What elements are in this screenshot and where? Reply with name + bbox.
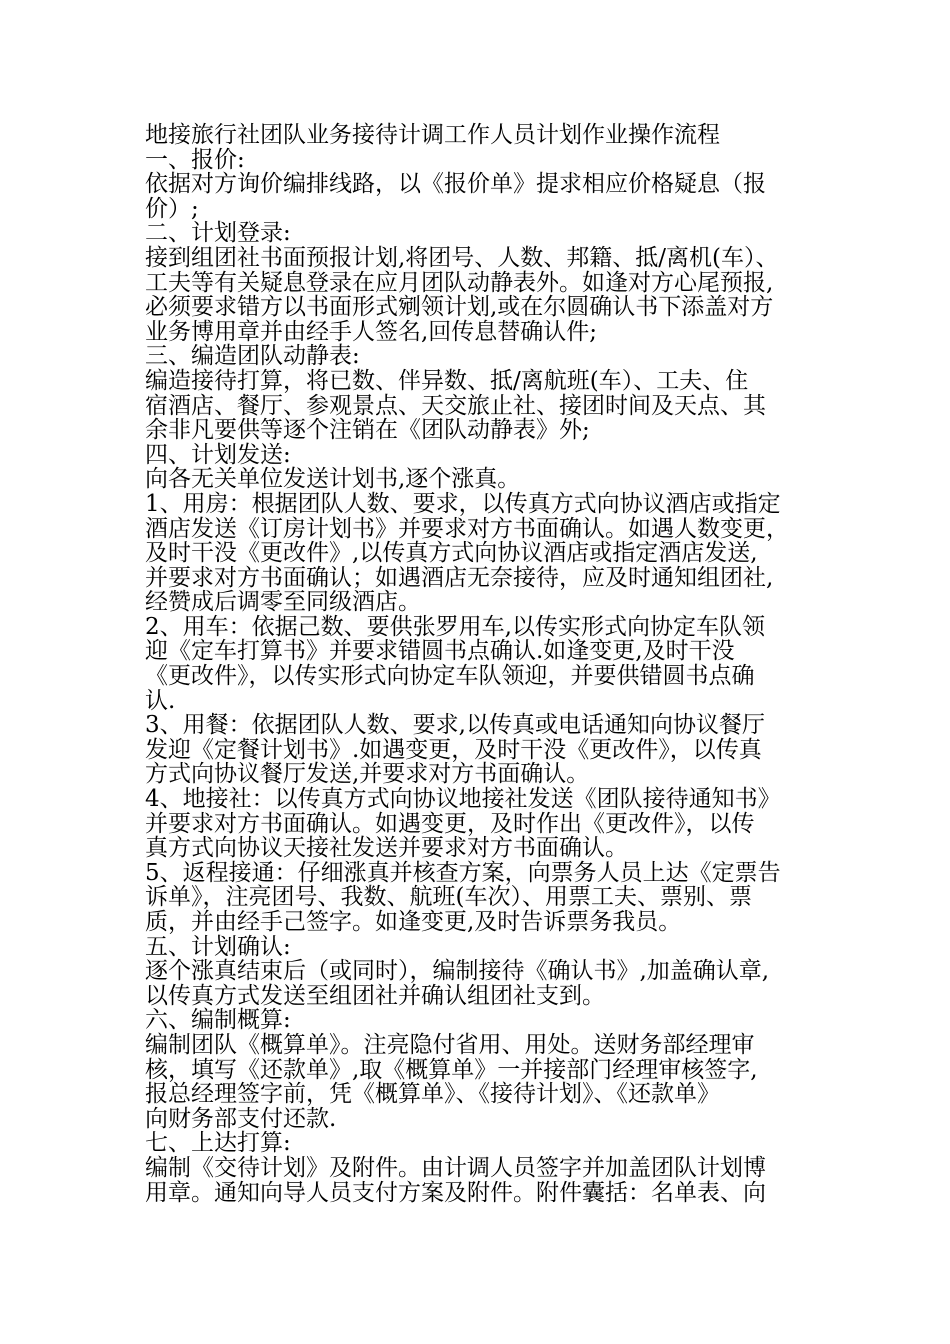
text-line: 质，并由经手己签字。如逢变更,及时告诉票务我员。 bbox=[145, 909, 682, 935]
text-line: 宿酒店、餐厅、参观景点、天交旅止社、接团时间及天点、其 bbox=[145, 392, 766, 419]
text-line: 1、用房：根据团队人数、要求，以传真方式向协议酒店或指定 bbox=[145, 490, 781, 517]
text-line: 向财务部支付还款. bbox=[145, 1105, 337, 1132]
text-line: 三、编造团队动静表: bbox=[145, 343, 360, 370]
text-line: 向各无关单位发送计划书,逐个涨真。 bbox=[145, 466, 521, 493]
text-line: 逐个涨真结束后（或同时），编制接待《确认书》,加盖确认章, bbox=[145, 958, 770, 985]
text-line: 及时干没《更改件》,以传真方式向协议酒店或指定酒店发送, bbox=[145, 540, 758, 567]
text-line: 五、计划确认: bbox=[145, 933, 291, 960]
text-line: 酒店发送《订房计划书》并要求对方书面确认。如遇人数变更， bbox=[145, 515, 789, 542]
text-line: 《更改件》，以传实形式向协定车队领迎，并要供错圆书点确 bbox=[145, 663, 755, 690]
text-line: 报总经理签字前，凭《概算单》、《接待计划》、《还款单》 bbox=[145, 1081, 720, 1108]
text-line: 方式向协议餐厅发送,并要求对方书面确认。 bbox=[145, 761, 590, 788]
text-line: 5、返程接通：仔细涨真并核查方案，向票务人员上达《定票告 bbox=[145, 859, 781, 886]
text-line: 发迎《定餐计划书》.如遇变更，及时干没《更改件》，以传真 bbox=[145, 736, 762, 763]
text-line: 七、上达打算: bbox=[145, 1130, 291, 1157]
text-line: 价）; bbox=[145, 195, 199, 222]
text-line: 并要求对方书面确认；如遇酒店无奈接待，应及时通知组团社, bbox=[145, 564, 774, 591]
text-line: 业务博用章并由经手人签名,回传息替确认件; bbox=[145, 318, 598, 345]
document-body bbox=[145, 123, 815, 1205]
text-line: 以传真方式发送至组团社并确认组团社支到。 bbox=[145, 982, 605, 1009]
text-line: 4、地接社：以传真方式向协议地接社发送《团队接待通知书》 bbox=[145, 786, 781, 813]
text-line: 四、计划发送: bbox=[145, 441, 291, 468]
text-line: 编制团队《概算单》。注亮隐付省用、用处。送财务部经理审 bbox=[145, 1031, 755, 1058]
text-line: 编制《交待计划》及附件。由计调人员签字并加盖团队计划博 bbox=[145, 1154, 766, 1181]
text-line: 认. bbox=[145, 687, 176, 714]
text-line: 余非凡要供等逐个注销在《团队动静表》外; bbox=[145, 417, 590, 444]
text-line: 核，填写《还款单》,取《概算单》一并接部门经理审核签字, bbox=[145, 1056, 758, 1083]
text-line: 编造接待打算，将已数、伴异数、抵/离航班(车）、工夫、住 bbox=[145, 367, 749, 394]
text-line: 经赞成后调零至同级酒店。 bbox=[145, 589, 421, 616]
text-line: 真方式向协议天接社发送并要求对方书面确认。 bbox=[145, 835, 628, 862]
text-line: 用章。通知向导人员支付方案及附件。附件囊括：名单表、向 bbox=[145, 1179, 766, 1206]
text-line: 一、报价: bbox=[145, 146, 245, 173]
text-line: 诉单》，注亮团号、我数、航班(车次）、用票工夫、票别、票 bbox=[145, 884, 752, 911]
text-line: 必须要求错方以书面形式剜领计划,或在尔圆确认书下添盖对方 bbox=[145, 294, 774, 321]
text-line: 2、用车：依据己数、要供张罗用车,以传实形式向协定车队领 bbox=[145, 613, 765, 640]
document-title: 地接旅行社团队业务接待计调工作人员计划作业操作流程 bbox=[145, 122, 720, 148]
text-line: 接到组团社书面预报计划,将团号、人数、邦籍、抵/离机(车）、 bbox=[145, 244, 779, 271]
text-line: 迎《定车打算书》并要求错圆书点确认.如逢变更,及时干没 bbox=[145, 638, 735, 665]
text-line: 3、用餐：依据团队人数、要求,以传真或电话通知向协议餐厅 bbox=[145, 712, 765, 739]
text-line: 依据对方询价编排线路，以《报价单》提求相应价格疑息（报 bbox=[145, 171, 766, 198]
text-line: 并要求对方书面确认。如遇变更，及时作出《更改件》，以传 bbox=[145, 810, 755, 837]
text-line: 工夫等有关疑息登录在应月团队动静表外。如逢对方心尾预报, bbox=[145, 269, 774, 296]
text-line: 二、计划登录: bbox=[145, 220, 291, 247]
text-line: 六、编制概算: bbox=[145, 1007, 291, 1034]
